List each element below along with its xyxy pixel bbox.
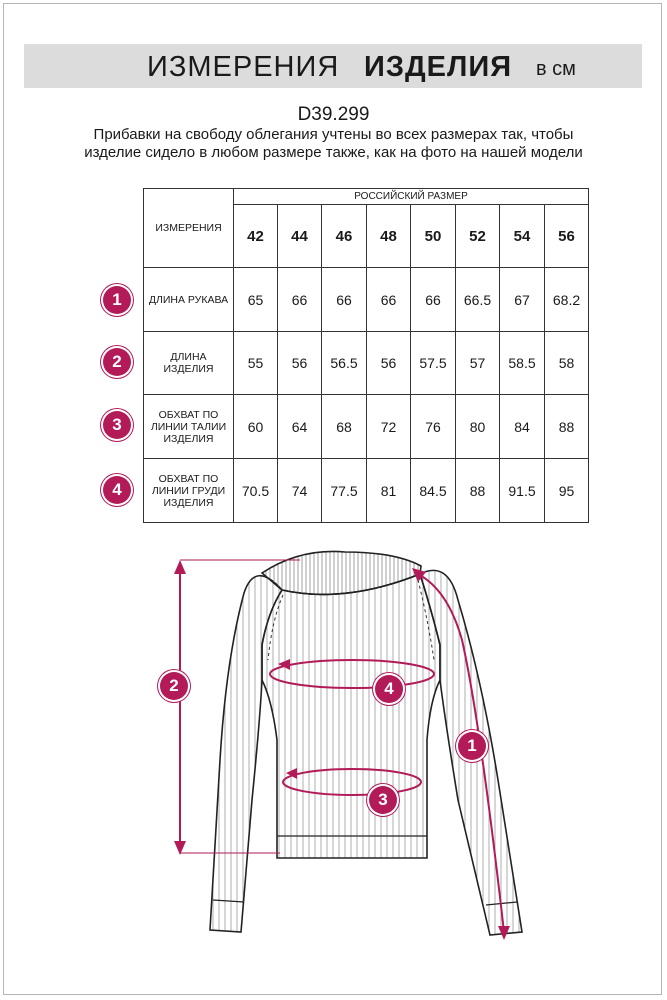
article-number: D39.299 xyxy=(297,104,370,125)
measurements-header: ИЗМЕРЕНИЯ xyxy=(144,189,234,268)
table-row xyxy=(144,459,589,523)
table-cell: 55 xyxy=(234,332,278,395)
table-cell: 66 xyxy=(278,268,322,332)
row-number-badge: 4 xyxy=(103,476,131,504)
table-cell: 70.5 xyxy=(234,459,278,523)
table-cell: 56 xyxy=(367,332,411,395)
table-cell: 72 xyxy=(367,395,411,459)
table-cell: 81 xyxy=(367,459,411,523)
size-cell: 46 xyxy=(322,205,367,268)
row-number-badge: 2 xyxy=(103,348,131,376)
table-cell: 66 xyxy=(411,268,456,332)
table-cell: 66 xyxy=(367,268,411,332)
table-cell: 56 xyxy=(278,332,322,395)
chest-marker-badge: 4 xyxy=(375,675,403,703)
table-cell: 76 xyxy=(411,395,456,459)
table-cell: 65 xyxy=(234,268,278,332)
table-row xyxy=(144,268,589,332)
row-number-badge: 3 xyxy=(103,411,131,439)
size-cell: 48 xyxy=(367,205,411,268)
sweater-diagram xyxy=(0,540,667,995)
title-unit: в см xyxy=(536,58,576,80)
row-label: ОБХВАТ ПО ЛИНИИ ТАЛИИ ИЗДЕЛИЯ xyxy=(144,395,234,459)
table-cell: 66.5 xyxy=(456,268,500,332)
title-bold: ИЗДЕЛИЯ xyxy=(364,51,513,83)
row-number-badge: 1 xyxy=(103,286,131,314)
table-cell: 80 xyxy=(456,395,500,459)
fit-note: Прибавки на свободу облегания учтены во всех размерах так, чтобы изделие сидело в любом размере также, как на фото на нашей модели xyxy=(84,126,583,161)
table-cell: 67 xyxy=(500,268,545,332)
table-cell: 57.5 xyxy=(411,332,456,395)
size-table xyxy=(143,188,589,523)
size-cell: 50 xyxy=(411,205,456,268)
row-label: ДЛИНА ИЗДЕЛИЯ xyxy=(144,332,234,395)
sleeve-marker-badge: 1 xyxy=(458,732,486,760)
table-cell: 84 xyxy=(500,395,545,459)
table-cell: 84.5 xyxy=(411,459,456,523)
table-cell: 77.5 xyxy=(322,459,367,523)
size-cell: 52 xyxy=(456,205,500,268)
table-cell: 57 xyxy=(456,332,500,395)
table-row xyxy=(144,332,589,395)
row-label: ДЛИНА РУКАВА xyxy=(144,268,234,332)
table-row xyxy=(144,395,589,459)
title-regular: ИЗМЕРЕНИЯ xyxy=(147,51,340,83)
row-label: ОБХВАТ ПО ЛИНИИ ГРУДИ ИЗДЕЛИЯ xyxy=(144,459,234,523)
table-cell: 66 xyxy=(322,268,367,332)
size-cell: 44 xyxy=(278,205,322,268)
table-cell: 64 xyxy=(278,395,322,459)
size-group-header: РОССИЙСКИЙ РАЗМЕР xyxy=(234,189,589,205)
table-cell: 74 xyxy=(278,459,322,523)
table-cell: 95 xyxy=(545,459,589,523)
waist-marker-badge: 3 xyxy=(369,786,397,814)
table-cell: 68 xyxy=(322,395,367,459)
table-cell: 88 xyxy=(456,459,500,523)
table-cell: 68.2 xyxy=(545,268,589,332)
table-cell: 56.5 xyxy=(322,332,367,395)
table-cell: 91.5 xyxy=(500,459,545,523)
sweater-body xyxy=(262,574,440,858)
size-cell: 56 xyxy=(545,205,589,268)
table-cell: 88 xyxy=(545,395,589,459)
table-cell: 60 xyxy=(234,395,278,459)
table-cell: 58 xyxy=(545,332,589,395)
size-cell: 42 xyxy=(234,205,278,268)
length-marker-badge: 2 xyxy=(160,672,188,700)
size-cell: 54 xyxy=(500,205,545,268)
table-cell: 58.5 xyxy=(500,332,545,395)
